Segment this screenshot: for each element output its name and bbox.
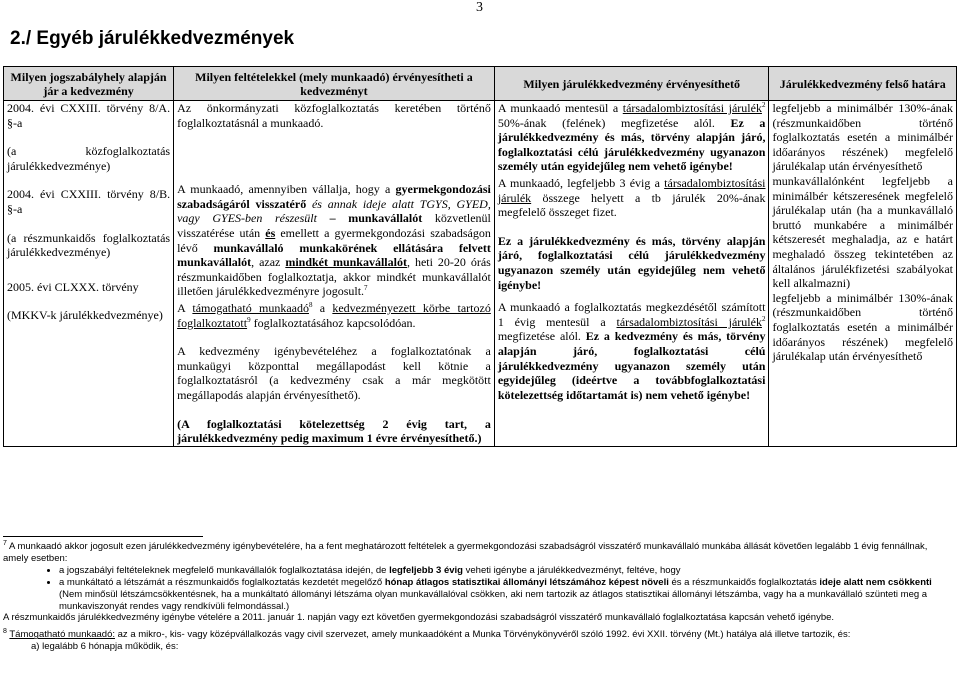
footnote-continuation: (Nem minősül létszámcsökkentésnek, ha a munkáltató állományi létszáma olyan munkavállalóval csökken, aki nem tartozik az átlagos statisztikai állományi létszámba, vagy ha a munkavállaló szünteti meg a munkaviszonyát rendes vagy rendkívüli felmondással.) — [59, 588, 928, 612]
term-link[interactable]: társadalombiztosítási járulék — [622, 101, 762, 115]
condition-note: (A foglalkoztatási kötelezettség 2 évig tart, a járulékkedvezmény pedig maximum 1 évre érvényesíthető.) — [177, 416, 491, 446]
footnote-link[interactable]: kedvezményezett körbe tartozó foglalkoztatott — [177, 300, 491, 330]
footnote-7-tail: A részmunkaidős járulékkedvezmény igénybe vételére a 2011. január 1. napján vagy ezt követően gyermekgondozási szabadságról visszatérő munkavállaló foglalkoztatása kapcsán vehető igénybe. — [3, 612, 835, 624]
benefit-text: A munkaadó mentesül a társadalombiztosítási járulék$^2$ 50%-ának (felének) megfizetése alól. Ez a járulékkedvezmény és más, törvény alapján járó, foglalkoztatási célú járulékkedvezmény ugyanazon személy után egyidejűleg nem vehető igénybe! — [497, 101, 766, 174]
footnote-7: $^7$ A munkaadó akkor jogosult ezen járulékkedvezmény igénybevételére, ha a fent meghatározott feltételek a gyermekgondozási szabadságról visszatérő munkavállaló munkába állását követően legalább 1 évig fennállnak, amely esetben: — [3, 539, 928, 564]
footnote-8-item: a) legalább 6 hónapja működik, és: — [31, 641, 179, 653]
term-link[interactable]: társadalombiztosítási járulék — [497, 175, 766, 205]
header-conditions: Milyen feltételekkel (mely munkaadó) érvényesítheti a kedvezményt — [174, 67, 495, 101]
footnotes — [3, 536, 955, 653]
footnote-8: $^8$ Támogatható munkaadó: az a mikro-, kis- vagy középvállalkozás vagy civil szervezet, amely munkaadóként a Munka Törvénykönyvéről szóló 1992. évi XXII. törvény (Mt.) hatálya alá illetve tartozik, és: — [3, 628, 851, 641]
header-benefit: Milyen járulékkedvezmény érvényesíthető — [494, 67, 769, 101]
law-description: (a közfoglalkoztatás járulékkedvezménye) — [7, 144, 171, 173]
condition-text: A támogatható munkaadó$^8$ a kedvezményezett körbe tartozó foglalkoztatott$^9$ foglalkoztatásához kapcsolódóan. — [177, 300, 491, 330]
law-reference: 2004. évi CXXIII. törvény 8/A. §-a — [7, 101, 171, 130]
law-reference: 2004. évi CXXIII. törvény 8/B. §-a — [7, 187, 171, 216]
benefit-note: Ez a járulékkedvezmény és más, törvény alapján járó, foglalkoztatási célú járulékkedvezmény ugyanazon személy után egyidejűleg nem vehető igénybe! — [497, 233, 766, 292]
header-limit: Járulékkedvezmény felső határa — [769, 67, 957, 101]
condition-text: A munkaadó, amennyiben vállalja, hogy a gyermekgondozási szabadságáról visszatérő és annak ideje alatt TGYS, GYED, vagy GYES-ben részesült – munkavállalót közvetlenül visszatérése után és emellett a gyermekgondozási szabadságon lévő munkavállaló munkakörének ellátására felvett munkavállalót, azaz mindkét munkavállalót, heti 20-20 órás részmunkaidőben foglalkoztatja, akkor mindkét munkavállalót illetően járulékkedvezményre jogosult.$^7$ — [177, 182, 491, 299]
law-reference: 2005. évi CLXXX. törvény — [7, 279, 139, 294]
benefit-text: A munkaadó, legfeljebb 3 évig a társadalombiztosítási járulék összege helyett a tb járulék 20%-ának megfelelő összeget fizet. — [497, 175, 766, 220]
condition-text: Az önkormányzati közfoglalkoztatás keretében történő foglalkoztatásnál a munkaadó. — [177, 101, 491, 130]
page-number: 3 — [476, 0, 483, 15]
header-law: Milyen jogszabályhely alapján jár a kedvezmény — [4, 67, 174, 101]
law-cell — [4, 101, 174, 447]
benefits-table — [3, 66, 957, 447]
term-link[interactable]: társadalombiztosítási járulék — [616, 314, 762, 329]
table-row — [4, 101, 957, 447]
footnote-bullet: • a jogszabályi feltételeknek megfelelő munkavállalók foglalkoztatása idején, de legfeljebb 3 évig veheti igénybe a járulékkedvezményt, feltéve, hogy — [59, 565, 955, 577]
limit-text: legfeljebb a minimálbér 130%-ának (részmunkaidőben történő foglalkoztatás esetén a minimálbér időarányos részének) megfelelő járulékalap után érvényesíthető — [772, 101, 953, 174]
benefit-cell — [494, 101, 769, 447]
footnote-link[interactable]: támogatható munkaadó — [192, 300, 309, 315]
limit-text: munkavállalónként legfeljebb a minimálbér kétszeresének megfelelő járulékalap után (ha a munkavállaló bruttó munkabére a minimálbér kétszeresét meghaladja, az e határt meghaladó összeg tekintetében az általános járulékfizetési szabályokat kell alkalmazni) — [772, 173, 953, 291]
limit-cell — [769, 101, 957, 447]
section-title: 2./ Egyéb járulékkedvezmények — [10, 28, 295, 49]
conditions-cell — [174, 101, 495, 447]
condition-text: A kedvezmény igénybevételéhez a foglalkoztatónak a munkaügyi központtal megállapodást kell kötnie a foglalkoztatásról (a kedvezmény csak a már megkötött megállapodás alapján érvényesíthető). — [177, 344, 491, 402]
table-header-row — [4, 67, 957, 101]
law-description: (MKKV-k járulékkedvezménye) — [7, 308, 163, 323]
law-description: (a részmunkaidős foglalkoztatás járulékkedvezménye) — [7, 230, 171, 260]
footnote-separator — [3, 536, 203, 537]
benefit-text: A munkaadó a foglalkoztatás megkezdésétől számított 1 évig mentesül a társadalombiztosítási járulék$^2$ megfizetése alól. Ez a kedvezmény és más, törvény alapján járó, foglalkoztatási célú járulékkedvezmény ugyanazon személy után egyidejűleg (ideértve a továbbfoglalkoztatási kötelezettség időtartamát is) nem vehető igénybe! — [497, 300, 766, 402]
limit-text: legfeljebb a minimálbér 130%-ának (részmunkaidőben történő foglalkoztatás esetén a minimálbér időarányos részének) megfelelő járulékalap után érvényesíthető — [772, 290, 953, 364]
footnote-bullet: • a munkáltató a létszámát a részmunkaidős foglalkoztatás kezdetét megelőző hónap átlagos statisztikai állományi létszámához képest növeli és a részmunkaidős foglalkoztatás ideje alatt nem csökkenti — [59, 577, 955, 589]
